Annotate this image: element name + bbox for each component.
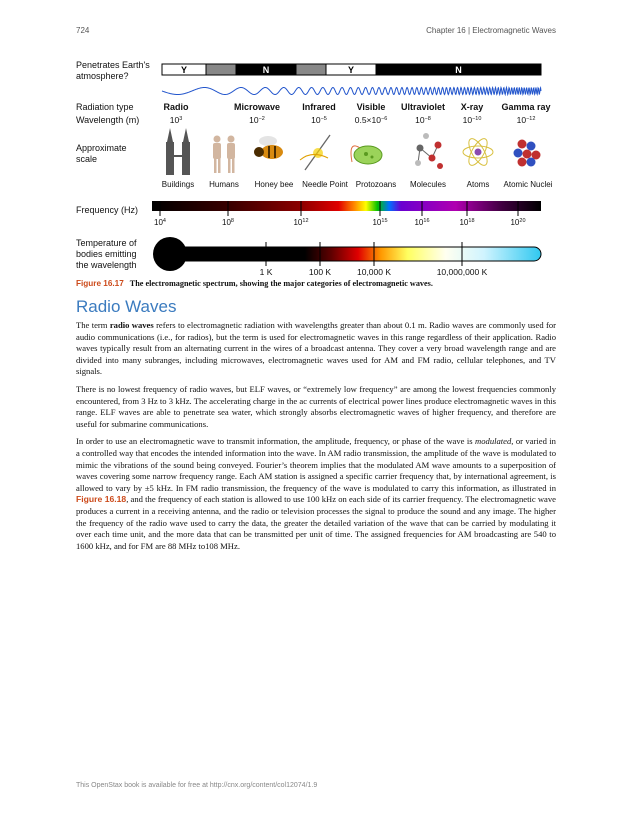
- penetration-segment-label: N: [262, 65, 270, 75]
- wavelength-label: Wavelength (m): [76, 115, 140, 125]
- wavelength-wave: [162, 88, 541, 95]
- radiation-type-name: X-ray: [460, 102, 484, 112]
- scale-object-label: Molecules: [409, 180, 447, 189]
- penetration-segment: [296, 64, 326, 75]
- scale-object-label: Humans: [209, 180, 239, 189]
- radiation-type-name: Visible: [356, 102, 386, 112]
- penetration-segment-label: Y: [180, 65, 188, 75]
- buildings-icon: [166, 128, 190, 175]
- atomic-nuclei-icon: [514, 140, 541, 167]
- radiation-types: [163, 102, 550, 125]
- radiation-type-name: Gamma ray: [501, 102, 551, 112]
- radiation-type-name: Microwave: [233, 102, 281, 112]
- scale-object-label: Atoms: [466, 180, 490, 189]
- wavelength-value: $10^{-8}$: [415, 115, 431, 125]
- paragraph-2: There is no lowest frequency of radio waves, but ELF waves, or “extremely low frequency” are among the lowest frequencies commonly encountered, from 3 Hz to 3 kHz. The accelerating charge in the ac currents of electrical power lines produce electromagnetic waves in this range. ELF waves are able to penetrate sea water, which strongly absorbs electromagnetic waves of higher frequency, and therefore are useful for submarine communications.: [76, 383, 556, 429]
- scale-object-label: Buildings: [161, 180, 195, 189]
- frequency-tick-label: $10^{18}$: [459, 218, 475, 227]
- temperature-tick-label: 100 K: [308, 267, 332, 277]
- paragraph-1: The term radio waves refers to electromagnetic radiation with wavelengths greater than about 0.1 m. Radio waves are commonly used for audio communications (i.e., for radios), but the term is used for electromagnetic waves in this range regardless of their application. Radio waves typically result from an alternating current in the wires of a broadcast antenna. They cover a very broad wavelength range and are divided into many subranges, including microwaves, electromagnetic waves used for AM and FM radio, cellular telephones, and TV signals.: [76, 320, 556, 377]
- scale-icons: [166, 128, 541, 175]
- figure-16-18-link[interactable]: Figure 16.18: [76, 494, 127, 505]
- wavelength-value: $10^{-12}$: [516, 115, 536, 125]
- wavelength-value: $10^{-5}$: [311, 115, 327, 125]
- frequency-label: Frequency (Hz): [76, 205, 139, 215]
- scale-object-label: Honey bee: [254, 180, 294, 189]
- wavelength-value: $10^{-2}$: [249, 115, 265, 125]
- radiation-type-name: Infrared: [302, 102, 336, 112]
- humans-icon: [213, 136, 235, 174]
- atoms-icon: [463, 136, 493, 168]
- em-spectrum-figure: [0, 0, 630, 300]
- frequency-tick-label: $10^{12}$: [293, 218, 309, 227]
- term-modulated: modulated: [475, 436, 512, 447]
- scale-object-labels: [162, 180, 553, 189]
- frequency-tick-label: $10^{16}$: [414, 218, 430, 227]
- temperature-tick-label: 10,000,000 K: [436, 267, 488, 277]
- section-title: Radio Waves: [76, 297, 177, 316]
- math-plus-minus-5khz: ±5 kHz: [144, 482, 171, 493]
- figure-number: Figure 16.17: [76, 279, 124, 288]
- frequency-tick-label: $10^8$: [222, 218, 234, 227]
- penetration-segment-label: N: [455, 65, 462, 75]
- scale-object-label: Protozoans: [355, 180, 397, 189]
- penetration-segment-label: Y: [347, 65, 355, 75]
- footer-note: This OpenStax book is available for free at http://cnx.org/content/col12074/1.9: [76, 782, 318, 789]
- wavelength-value: $10^3$: [169, 115, 183, 125]
- penetration-bar: [162, 64, 541, 75]
- frequency-bar: [152, 201, 541, 211]
- penetration-segment: [206, 64, 236, 75]
- temperature-tick-label: 10,000 K: [356, 267, 392, 277]
- wavelength-value: $0.5\times 10^{-6}$: [354, 115, 388, 125]
- frequency-tick-label: $10^{15}$: [372, 218, 388, 227]
- scale-label: Approximate scale: [76, 143, 127, 164]
- figure-caption: [76, 279, 556, 288]
- protozoans-icon: [351, 146, 382, 164]
- needle-point-icon: [300, 135, 330, 170]
- radiation-type-name: Radio: [163, 102, 189, 112]
- scale-object-label: Atomic Nuclei: [503, 180, 553, 189]
- chapter-title: Chapter 16 | Electromagnetic Waves: [426, 26, 556, 35]
- figure-caption-text: The electromagnetic spectrum, showing the major categories of electromagnetic waves.: [129, 279, 433, 288]
- temperature-tick-label: 1 K: [259, 267, 273, 277]
- penetrates-label: Penetrates Earth's atmosphere?: [76, 60, 150, 81]
- body-text: [76, 320, 556, 558]
- frequency-tick-label: $10^{20}$: [510, 218, 526, 227]
- honey-bee-icon: [254, 136, 283, 159]
- paragraph-3: In order to use an electromagnetic wave to transmit information, the amplitude, frequency, or phase of the wave is modulated, or varied in a controlled way that encodes the intended information into the wave. In AM radio transmission, the amplitude of the wave is modulated to mimic the vibrations of the sound being conveyed. Fourier’s theorem implies that the modulated AM wave amounts to a superposition of waves covering some narrow frequency range. Each AM station is assigned a specific carrier frequency that, by international agreement, is allowed to vary by ±5 kHz. In FM radio transmission, the frequency of the wave is modulated to carry this information, as illustrated in Figure 16.18, and the frequency of each station is allowed to use 100 kHz on each side of its carrier frequency. The electromagnetic wave produces a current in a receiving antenna, and the radio or television processes the signal to produce the sound and any image. The higher the frequency of the radio wave used to carry the data, the greater the detailed variation of the wave that can be carried by modulating it over each time unit, and the more data that can be transmitted per unit of time. The assigned frequencies for AM broadcasting are 540 to 1600 kHz, and for FM are 88 MHz to108 MHz.: [76, 436, 556, 551]
- molecules-icon: [415, 133, 443, 169]
- frequency-tick-label: $10^4$: [154, 218, 166, 227]
- scale-object-label: Needle Point: [302, 180, 348, 189]
- page-number: 724: [76, 26, 90, 35]
- temperature-label: Temperature of bodies emitting the wavelength: [76, 238, 137, 270]
- term-radio-waves: radio waves: [109, 320, 154, 330]
- wavelength-value: $10^{-10}$: [462, 115, 482, 125]
- radiation-type-name: Ultraviolet: [400, 102, 446, 112]
- radiation-type-label: Radiation type: [76, 102, 134, 112]
- temperature-bar: [153, 237, 541, 271]
